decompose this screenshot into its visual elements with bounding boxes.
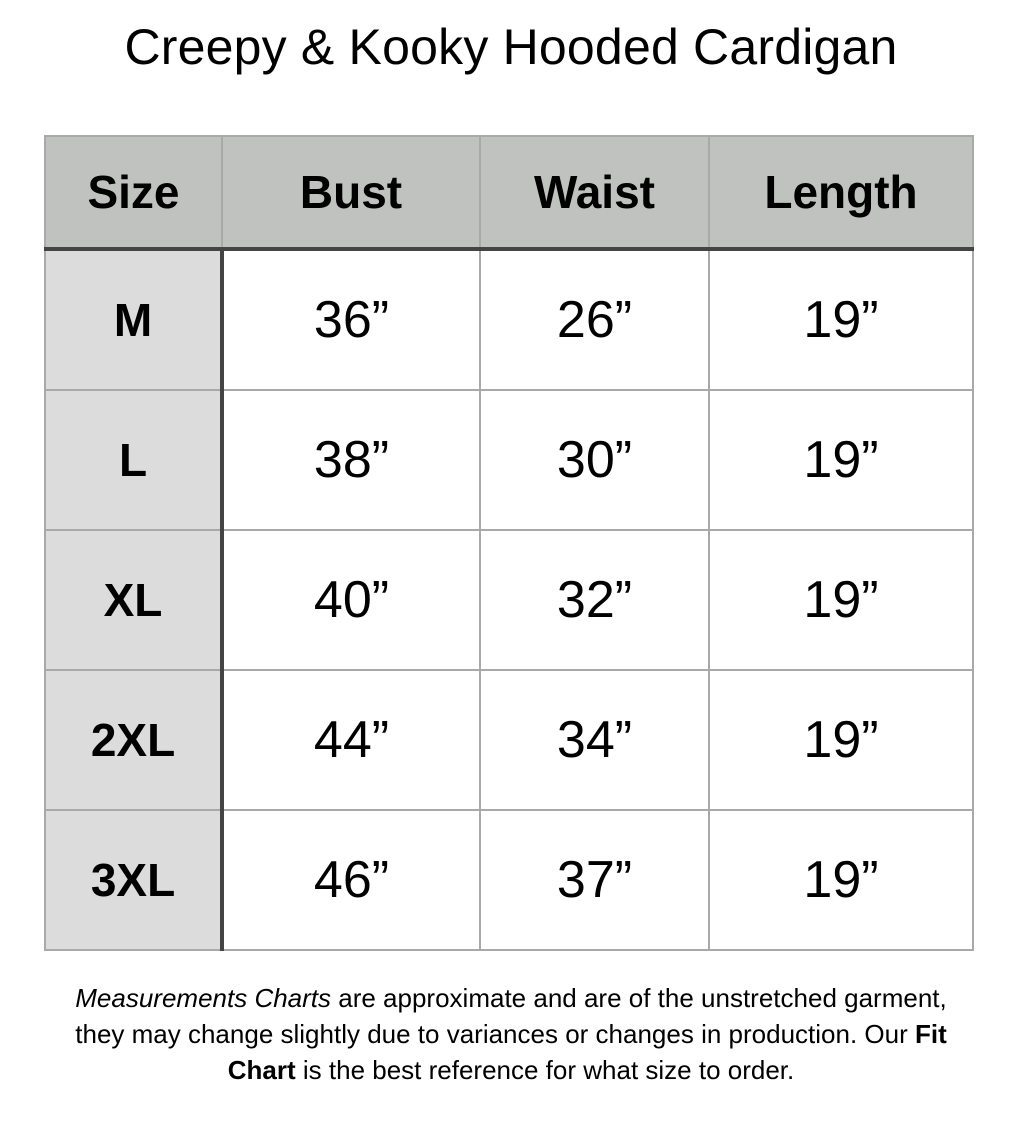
bust-cell: 40” (222, 530, 480, 670)
length-cell: 19” (709, 810, 973, 950)
waist-cell: 32” (480, 530, 709, 670)
size-chart-table (44, 135, 974, 951)
waist-cell: 26” (480, 249, 709, 390)
page-title: Creepy & Kooky Hooded Cardigan (124, 19, 898, 75)
waist-cell: 34” (480, 670, 709, 810)
header-size: Size (45, 136, 222, 249)
header-waist: Waist (480, 136, 709, 249)
fit-chart-label: Fit Chart (227, 1019, 947, 1085)
length-cell: 19” (709, 249, 973, 390)
measurement-disclaimer (60, 980, 962, 1088)
size-cell: 2XL (45, 670, 222, 810)
size-cell: M (45, 249, 222, 390)
size-cell: L (45, 390, 222, 530)
size-cell: XL (45, 530, 222, 670)
length-cell: 19” (709, 390, 973, 530)
header-bust: Bust (222, 136, 480, 249)
length-cell: 19” (709, 670, 973, 810)
bust-cell: 36” (222, 249, 480, 390)
bust-cell: 44” (222, 670, 480, 810)
measurements-charts-label: Measurements Charts (75, 983, 332, 1013)
disclaimer-text-2: is the best reference for what size to order. (295, 1055, 795, 1085)
bust-cell: 38” (222, 390, 480, 530)
bust-cell: 46” (222, 810, 480, 950)
header-length: Length (709, 136, 973, 249)
table-row (45, 810, 973, 950)
disclaimer-text-1: are approximate and are of the unstretched garment, they may change slightly due to variances or changes in production. Our (75, 983, 947, 1049)
size-cell: 3XL (45, 810, 222, 950)
table-row (45, 249, 973, 390)
table-row (45, 670, 973, 810)
length-cell: 19” (709, 530, 973, 670)
waist-cell: 37” (480, 810, 709, 950)
table-row (45, 390, 973, 530)
waist-cell: 30” (480, 390, 709, 530)
table-row (45, 530, 973, 670)
table-header-row (45, 136, 973, 249)
